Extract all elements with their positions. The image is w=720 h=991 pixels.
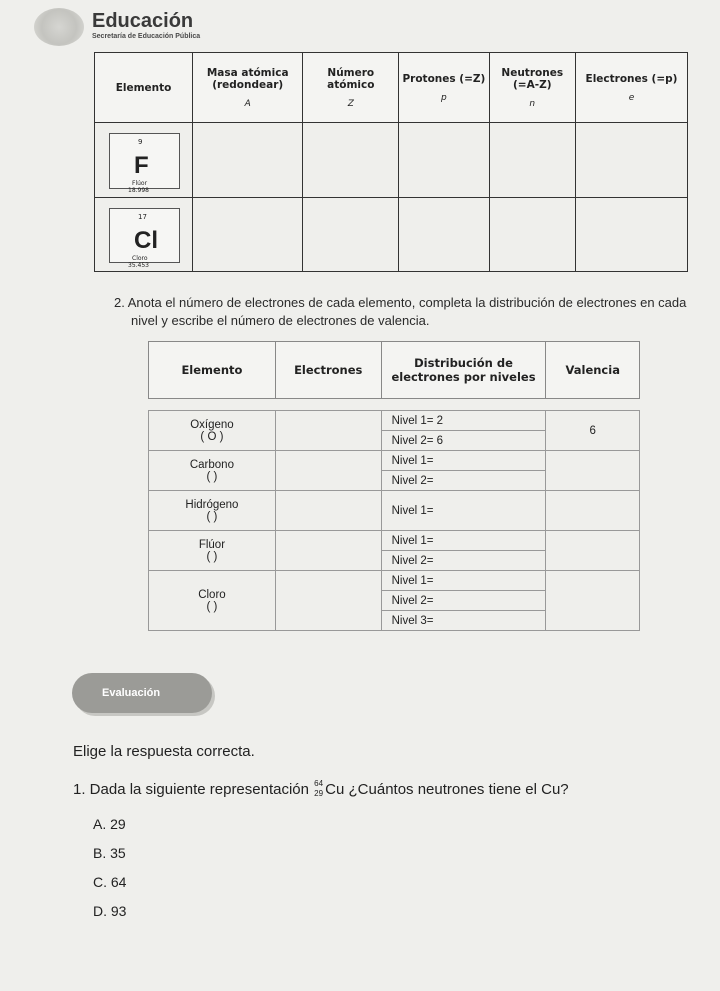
- valence-cell[interactable]: [546, 571, 640, 631]
- element-card: [109, 208, 180, 269]
- answer-cell[interactable]: [399, 197, 489, 272]
- level-cell[interactable]: Nivel 1=: [381, 491, 546, 531]
- element-cell-fluorine: [95, 123, 193, 198]
- level-cell[interactable]: Nivel 2= 6: [381, 431, 546, 451]
- option-c[interactable]: C. 64: [93, 874, 127, 890]
- level-cell[interactable]: Nivel 1=: [381, 451, 546, 471]
- answer-cell[interactable]: [303, 123, 399, 198]
- col-header-element: Elemento: [95, 53, 193, 123]
- level-cell[interactable]: Nivel 2=: [381, 471, 546, 491]
- table-row: [149, 571, 640, 591]
- option-a[interactable]: A. 29: [93, 816, 126, 832]
- level-cell[interactable]: Nivel 1=: [381, 571, 546, 591]
- element-hydrogen: Hidrógeno ( ): [149, 491, 276, 531]
- col-header-protons: Protones (=Z) p: [399, 53, 489, 123]
- brand-title: Educación: [92, 10, 194, 32]
- valence-cell[interactable]: [546, 531, 640, 571]
- col-header-electrons: Electrones: [275, 342, 381, 399]
- brand-subtitle: Secretaría de Educación Pública: [92, 33, 201, 40]
- level-cell[interactable]: Nivel 2=: [381, 551, 546, 571]
- element-mass: 35.453: [128, 261, 149, 269]
- answer-cell[interactable]: [576, 197, 688, 272]
- table-header-row: [95, 53, 688, 123]
- valence-cell[interactable]: [546, 491, 640, 531]
- level-cell[interactable]: Nivel 2=: [381, 591, 546, 611]
- option-b[interactable]: B. 35: [93, 845, 126, 861]
- table-row: [149, 491, 640, 531]
- answer-cell[interactable]: [399, 123, 489, 198]
- evaluation-instruction: Elige la respuesta correcta.: [73, 743, 255, 760]
- valence-cell[interactable]: 6: [546, 411, 640, 451]
- electrons-input-cell[interactable]: [275, 491, 381, 531]
- isotope-symbol: Cu: [325, 781, 345, 798]
- question-2-text: 2. Anota el número de electrones de cada elemento, completa la distribución de electrones en cada nivel y escribe el número de electrones de valencia.: [114, 295, 687, 328]
- element-oxygen: Oxígeno ( O ): [149, 411, 276, 451]
- valence-cell[interactable]: [546, 451, 640, 491]
- element-name: Cloro: [132, 254, 148, 262]
- element-name: Flúor: [132, 180, 148, 187]
- electrons-input-cell[interactable]: [275, 451, 381, 491]
- evaluation-question-1: [73, 781, 569, 798]
- level-cell[interactable]: Nivel 3=: [381, 611, 546, 631]
- electron-distribution-table: [148, 341, 640, 631]
- atomic-number: 9: [138, 138, 143, 146]
- question-prefix: 1. Dada la siguiente representación: [73, 781, 314, 798]
- element-symbol: F: [134, 152, 149, 179]
- answer-cell[interactable]: [576, 123, 688, 198]
- answer-cell[interactable]: [303, 197, 399, 272]
- isotope-notation: 64 29: [314, 779, 324, 798]
- col-header-neutrons: Neutrones (=A-Z) n: [489, 53, 575, 123]
- element-card: [109, 133, 180, 194]
- element-symbol: Cl: [134, 226, 158, 254]
- table-row: [95, 197, 688, 272]
- electrons-input-cell[interactable]: [275, 571, 381, 631]
- col-header-valence: Valencia: [546, 342, 640, 399]
- element-carbon: Carbono ( ): [149, 451, 276, 491]
- atomic-data-table: [94, 52, 688, 272]
- col-header-element: Elemento: [149, 342, 276, 399]
- element-fluorine: Flúor ( ): [149, 531, 276, 571]
- table-row: [149, 451, 640, 471]
- answer-cell[interactable]: [489, 123, 575, 198]
- sep-logo-seal: [34, 8, 84, 46]
- col-header-mass: Masa atómica (redondear) A: [193, 53, 303, 123]
- table-row: [149, 531, 640, 551]
- electrons-input-cell[interactable]: [275, 411, 381, 451]
- element-cell-chlorine: [95, 197, 193, 272]
- evaluation-badge: Evaluación: [72, 673, 212, 713]
- answer-options: [93, 816, 126, 932]
- atomic-number: 17: [138, 212, 147, 221]
- option-d[interactable]: D. 93: [93, 903, 127, 919]
- answer-cell[interactable]: [489, 197, 575, 272]
- table-row: [149, 411, 640, 431]
- answer-cell[interactable]: [193, 123, 303, 198]
- level-cell[interactable]: Nivel 1=: [381, 531, 546, 551]
- level-cell[interactable]: Nivel 1= 2: [381, 411, 546, 431]
- table-header-row: [149, 342, 640, 399]
- spacer-row: [149, 399, 640, 411]
- col-header-distribution: Distribución de electrones por niveles: [381, 342, 546, 399]
- table-row: [95, 123, 688, 198]
- element-mass: 18.998: [128, 187, 149, 194]
- col-header-atomic-number: Número atómico Z: [303, 53, 399, 123]
- col-header-electrons: Electrones (=p) e: [576, 53, 688, 123]
- element-chlorine: Cloro ( ): [149, 571, 276, 631]
- electrons-input-cell[interactable]: [275, 531, 381, 571]
- question-suffix: ¿Cuántos neutrones tiene el Cu?: [344, 781, 569, 798]
- answer-cell[interactable]: [193, 197, 303, 272]
